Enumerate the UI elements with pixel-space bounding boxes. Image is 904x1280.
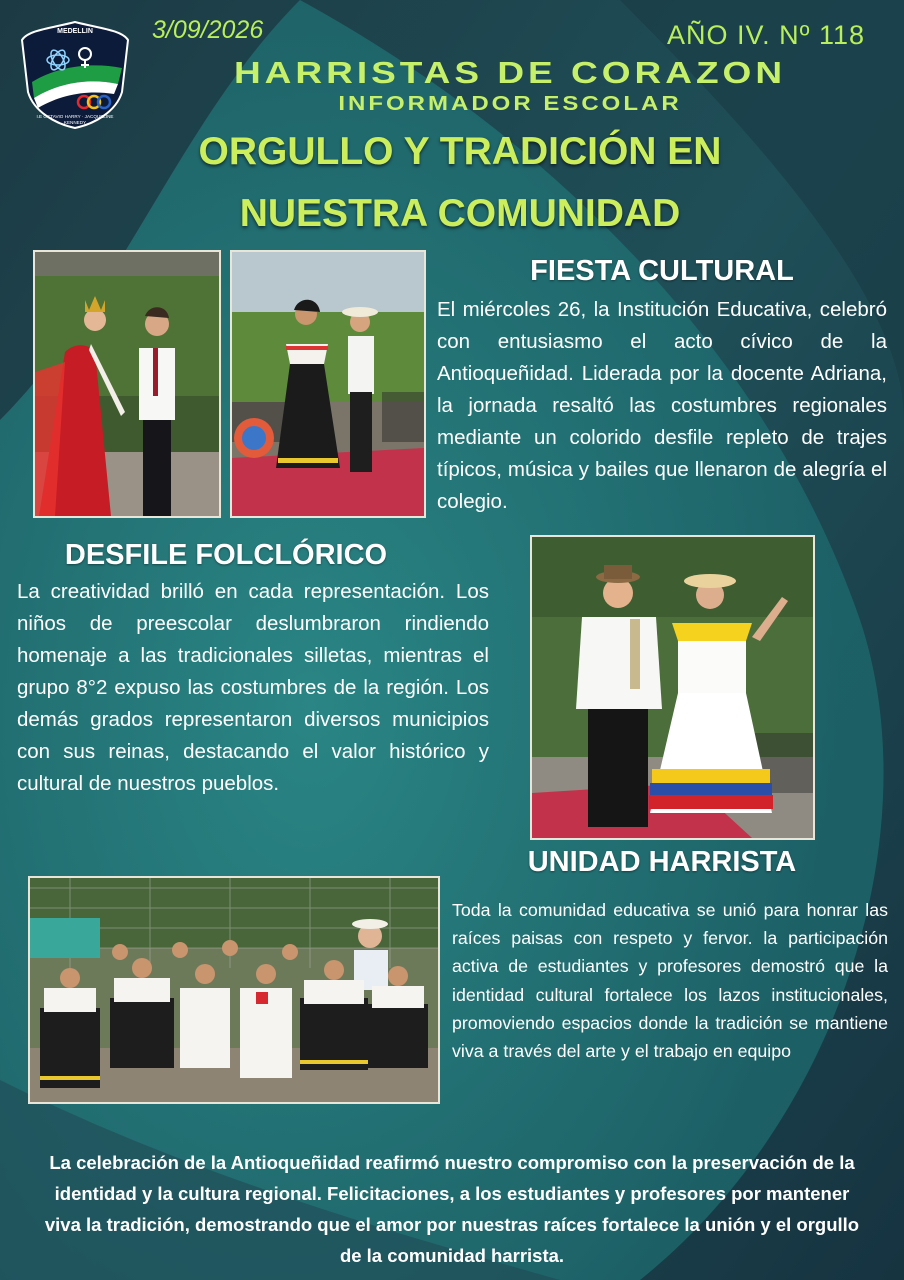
newsletter-title: HARRISTAS DE CORAZON	[233, 55, 787, 90]
newsletter-subtitle: INFORMADOR ESCOLAR	[338, 92, 682, 116]
section-heading-fiesta: FIESTA CULTURAL	[530, 255, 794, 287]
headline-line-1: ORGULLO Y TRADICIÓN EN	[198, 130, 722, 173]
logo-arc-text: I.E OCTAVIO HARRY · JACQUELINE KENNEDY	[36, 114, 114, 125]
section-heading-unidad: UNIDAD HARRISTA	[527, 846, 797, 878]
photo-queen-escort	[33, 250, 221, 518]
photo-couple-traditional	[530, 535, 815, 840]
logo-top-text: MEDELLIN	[57, 28, 93, 35]
section-heading-desfile: DESFILE FOLCLÓRICO	[64, 539, 388, 571]
section-text-desfile: La creatividad brilló en cada representación. Los niños de preescolar deslumbraron rindiendo homenaje a las tradicionales silletas, mientras el grupo 8°2 expuso las costumbres de la región. Los demás grados representaron diversos municipios con sus reinas, destacando el valor histórico y cultural de nuestros pueblos.	[17, 580, 489, 795]
headline-line-2: NUESTRA COMUNIDAD	[239, 192, 681, 235]
photo-preschool-group	[28, 876, 440, 1104]
school-crest-icon	[18, 20, 132, 130]
closing-statement: La celebración de la Antioqueñidad reafirmó nuestro compromiso con la preservación de la identidad y la cultura regional. Felicitaciones, a los estudiantes y profesores por mantener viva la tradición, demostrando que el amor por nuestras raíces fortalece la unión y el orgullo de la comunidad harrista.	[44, 1152, 860, 1266]
photo-children-dancing	[230, 250, 426, 518]
issue-date: 3/09/2026	[152, 16, 264, 44]
section-text-fiesta: El miércoles 26, la Institución Educativa, celebró con entusiasmo el acto cívico de la Antioqueñidad. Liderada por la docente Adriana, la jornada resaltó las costumbres regionales mediante un colorido desfile repleto de trajes típicos, música y bailes que llenaron de alegría el colegio.	[437, 298, 887, 513]
issue-number: AÑO IV. Nº 118	[667, 20, 865, 50]
section-text-unidad: Toda la comunidad educativa se unió para honrar las raíces paisas con respeto y fervor. la participación activa de estudiantes y profesores demostró que la identidad cultural fortalece los lazos institucionales, promoviendo espacios donde la tradición se mantiene viva a través del arte y el trabajo en equipo	[452, 900, 888, 1062]
